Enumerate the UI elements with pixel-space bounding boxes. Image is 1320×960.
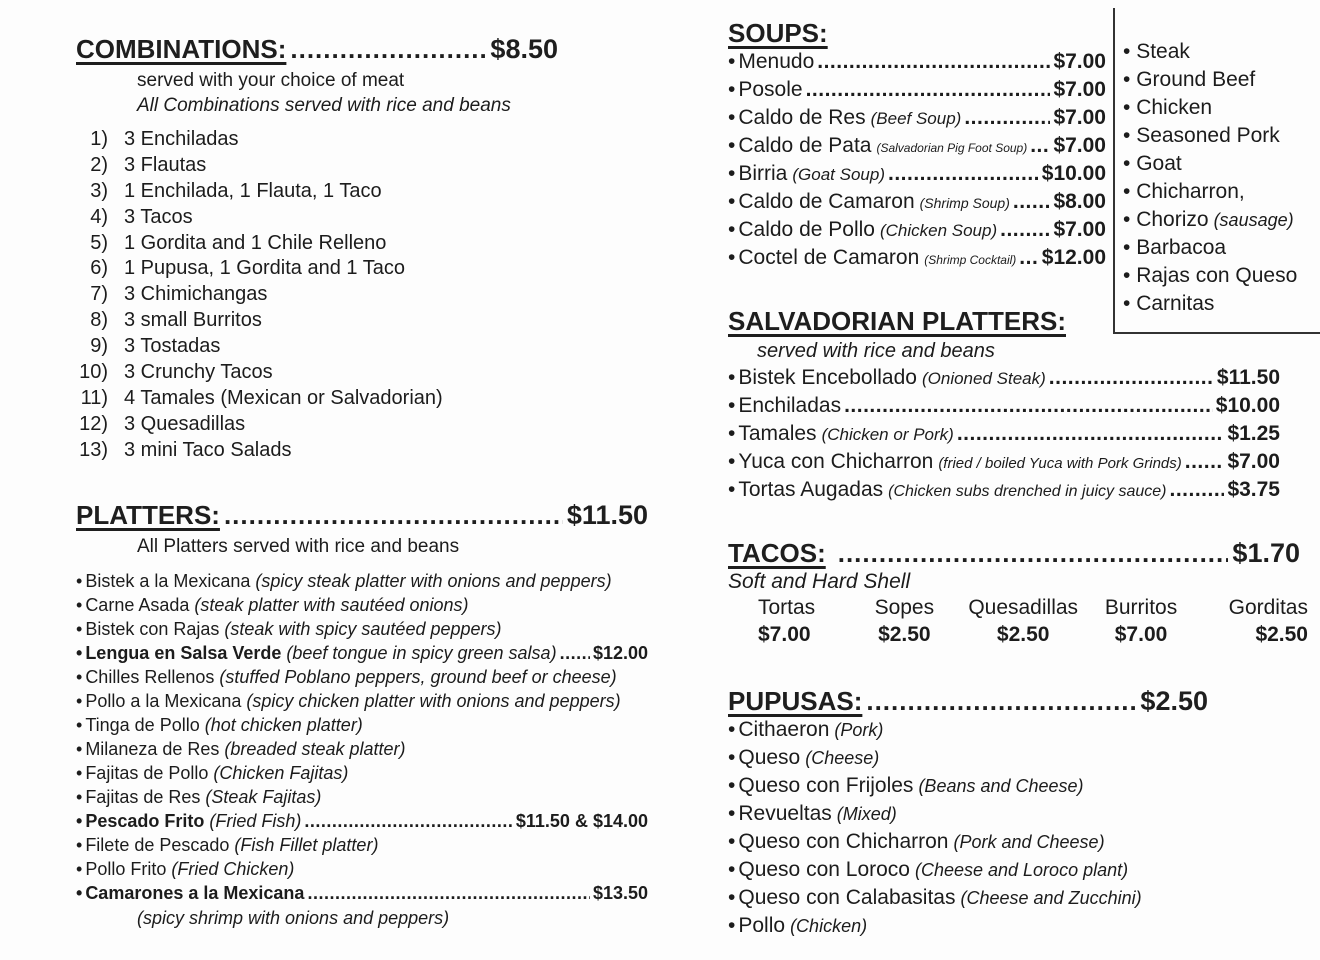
item-price: $10.00: [1041, 162, 1106, 185]
list-item: • Menudo ..... $7.00: [728, 50, 1106, 78]
list-item: • Queso con Loroco (Cheese and Loroco plant): [728, 858, 1129, 881]
list-item: • Lengua en Salsa Verde (beef tongue in spicy green salsa) ..... $12.00: [76, 643, 648, 667]
item-price: $8.00: [1053, 190, 1106, 213]
combinations-price: $8.50: [490, 34, 558, 64]
tacos-title: TACOS:: [728, 538, 826, 568]
meat-choices-list: [1123, 40, 1297, 320]
list-item: • Rajas con Queso: [1123, 264, 1298, 287]
list-item: • Carnitas: [1123, 292, 1215, 315]
pupusas-list: [728, 718, 1288, 942]
combinations-title: COMBINATIONS:: [76, 34, 287, 64]
item-price: $1.25: [1227, 422, 1280, 445]
list-item: • Camarones a la Mexicana ..... $13.50: [76, 883, 648, 907]
list-item: • Ground Beef: [1123, 68, 1256, 91]
list-item: 11) 4 Tamales (Mexican or Salvadorian): [80, 386, 443, 409]
list-item: 13) 3 mini Taco Salads: [79, 438, 292, 461]
item-price: $2.50: [996, 623, 1050, 646]
item-price: $2.50: [1255, 623, 1308, 646]
grid-item: Sopes $2.50: [850, 596, 958, 647]
list-item: • Pescado Frito (Fried Fish) ..... $11.50 & $14.00: [76, 811, 648, 835]
list-item: 3) 1 Enchilada, 1 Flauta, 1 Taco: [90, 179, 382, 202]
list-item: 5) 1 Gordita and 1 Chile Relleno: [90, 231, 387, 254]
list-item: • Tinga de Pollo (hot chicken platter): [76, 715, 363, 735]
list-item: 6) 1 Pupusa, 1 Gordita and 1 Taco: [90, 257, 405, 280]
platters-list: [76, 571, 648, 907]
list-item: • Pollo Frito (Fried Chicken): [76, 859, 295, 879]
tacos-note: Soft and Hard Shell: [728, 570, 911, 593]
list-item: • Fajitas de Pollo (Chicken Fajitas): [76, 763, 349, 783]
list-item: • Filete de Pescado (Fish Fillet platter): [76, 835, 379, 855]
item-price: $13.50: [592, 883, 648, 903]
list-item: • Coctel de Camaron (Shrimp Cocktail) ..... $12.00: [728, 246, 1106, 274]
platters-heading: [76, 500, 648, 531]
list-item: • Caldo de Pata (Salvadorian Pig Foot Soup) ..... $7.00: [728, 134, 1106, 162]
item-price: $12.00: [1041, 246, 1106, 269]
list-item: 10) 3 Crunchy Tacos: [79, 361, 273, 384]
list-item: 2) 3 Flautas: [90, 153, 207, 176]
soups-list: [728, 50, 1106, 274]
list-item: • Pollo (Chicken): [728, 914, 868, 937]
list-item: 12) 3 Quesadillas: [79, 412, 246, 435]
item-price: $7.00: [1053, 50, 1106, 73]
list-item: • Queso (Cheese): [728, 746, 880, 769]
grid-item: Tortas $7.00: [728, 596, 850, 647]
combinations-heading: [76, 34, 558, 65]
list-item: • Caldo de Res (Beef Soup) ..... $7.00: [728, 106, 1106, 134]
list-item: • Caldo de Pollo (Chicken Soup) ..... $7.00: [728, 218, 1106, 246]
list-item: 8) 3 small Burritos: [90, 309, 262, 332]
item-price: $7.00: [1053, 78, 1106, 101]
platters-title: PLATTERS:: [76, 500, 220, 530]
list-item: 1) 3 Enchiladas: [90, 128, 239, 150]
item-price: $11.50 & $14.00: [515, 811, 648, 831]
item-price: $7.00: [1053, 134, 1106, 157]
salvadorian-note: served with rice and beans: [757, 340, 995, 362]
list-item: • Chilles Rellenos (stuffed Poblano peppers, ground beef or cheese): [76, 667, 617, 687]
list-item: • Bistek con Rajas (steak with spicy sautéed peppers): [76, 619, 502, 639]
list-item: • Seasoned Pork: [1123, 124, 1280, 147]
list-item: • Barbacoa: [1123, 236, 1227, 259]
list-item: 9) 3 Tostadas: [90, 335, 221, 358]
list-item: • Posole ..... $7.00: [728, 78, 1106, 106]
item-price: $11.50: [1216, 366, 1280, 389]
item-price: $12.00: [592, 643, 648, 663]
item-price: $7.00: [1053, 218, 1106, 241]
pupusas-title: PUPUSAS:: [728, 686, 863, 716]
list-item: • Chicharron,: [1123, 180, 1245, 203]
item-price: $3.75: [1227, 478, 1280, 501]
list-item: • Chicken: [1123, 96, 1213, 119]
combinations-note-2: All Combinations served with rice and beans: [137, 95, 511, 116]
tacos-heading: [728, 538, 1300, 569]
list-item: • Birria (Goat Soup) ..... $10.00: [728, 162, 1106, 190]
pupusas-heading: [728, 686, 1208, 717]
list-item: • Queso con Chicharron (Pork and Cheese): [728, 830, 1105, 853]
platters-last-note: (spicy shrimp with onions and peppers): [137, 908, 450, 928]
list-item: • Fajitas de Res (Steak Fajitas): [76, 787, 322, 807]
platters-note: All Platters served with rice and beans: [137, 536, 460, 557]
meat-choices-box: [1113, 8, 1320, 334]
list-item: • Caldo de Camaron (Shrimp Soup) ..... $8.00: [728, 190, 1106, 218]
combinations-list: [78, 128, 443, 465]
list-item: • Yuca con Chicharron (fried / boiled Yuca with Pork Grinds) ..... $7.00: [728, 450, 1280, 478]
list-item: • Cithaeron (Pork): [728, 718, 884, 741]
list-item: • Chorizo (sausage): [1123, 208, 1294, 231]
item-price: $7.00: [1114, 623, 1168, 646]
item-price: $10.00: [1215, 394, 1280, 417]
soups-title: SOUPS:: [728, 18, 828, 48]
list-item: 4) 3 Tacos: [90, 205, 193, 228]
list-item: • Goat: [1123, 152, 1182, 175]
salvadorian-list: [728, 366, 1280, 506]
soups-heading: [728, 18, 828, 49]
grid-item: Quesadillas $2.50: [958, 596, 1088, 647]
list-item: • Enchiladas ..... $10.00: [728, 394, 1280, 422]
list-item: • Bistek a la Mexicana (spicy steak platter with onions and peppers): [76, 571, 612, 591]
list-item: • Steak: [1123, 40, 1190, 63]
list-item: • Queso con Frijoles (Beans and Cheese): [728, 774, 1084, 797]
pupusas-price: $2.50: [1140, 686, 1208, 716]
grid-item: Burritos $7.00: [1088, 596, 1194, 647]
list-item: 7) 3 Chimichangas: [90, 283, 268, 306]
list-item: • Queso con Calabasitas (Cheese and Zucchini): [728, 886, 1142, 909]
list-item: • Tamales (Chicken or Pork) ..... $1.25: [728, 422, 1280, 450]
tacos-grid: [728, 596, 1308, 647]
combinations-note: served with your choice of meat: [137, 70, 405, 91]
list-item: • Carne Asada (steak platter with sautéed onions): [76, 595, 469, 615]
platters-price: $11.50: [566, 500, 648, 530]
list-item: • Revueltas (Mixed): [728, 802, 897, 825]
list-item: • Tortas Augadas (Chicken subs drenched in juicy sauce) ..... $3.75: [728, 478, 1280, 506]
list-item: • Pollo a la Mexicana (spicy chicken platter with onions and peppers): [76, 691, 621, 711]
grid-item: Gorditas $2.50: [1194, 596, 1308, 647]
salvadorian-heading: [728, 306, 1066, 337]
item-price: $2.50: [878, 623, 931, 646]
tacos-price: $1.70: [1232, 538, 1300, 568]
item-price: $7.00: [1227, 450, 1280, 473]
salvadorian-title: SALVADORIAN PLATTERS:: [728, 306, 1066, 336]
item-price: $7.00: [1053, 106, 1106, 129]
list-item: • Milaneza de Res (breaded steak platter): [76, 739, 406, 759]
item-price: $7.00: [758, 623, 811, 646]
list-item: • Bistek Encebollado (Onioned Steak) ..... $11.50: [728, 366, 1280, 394]
